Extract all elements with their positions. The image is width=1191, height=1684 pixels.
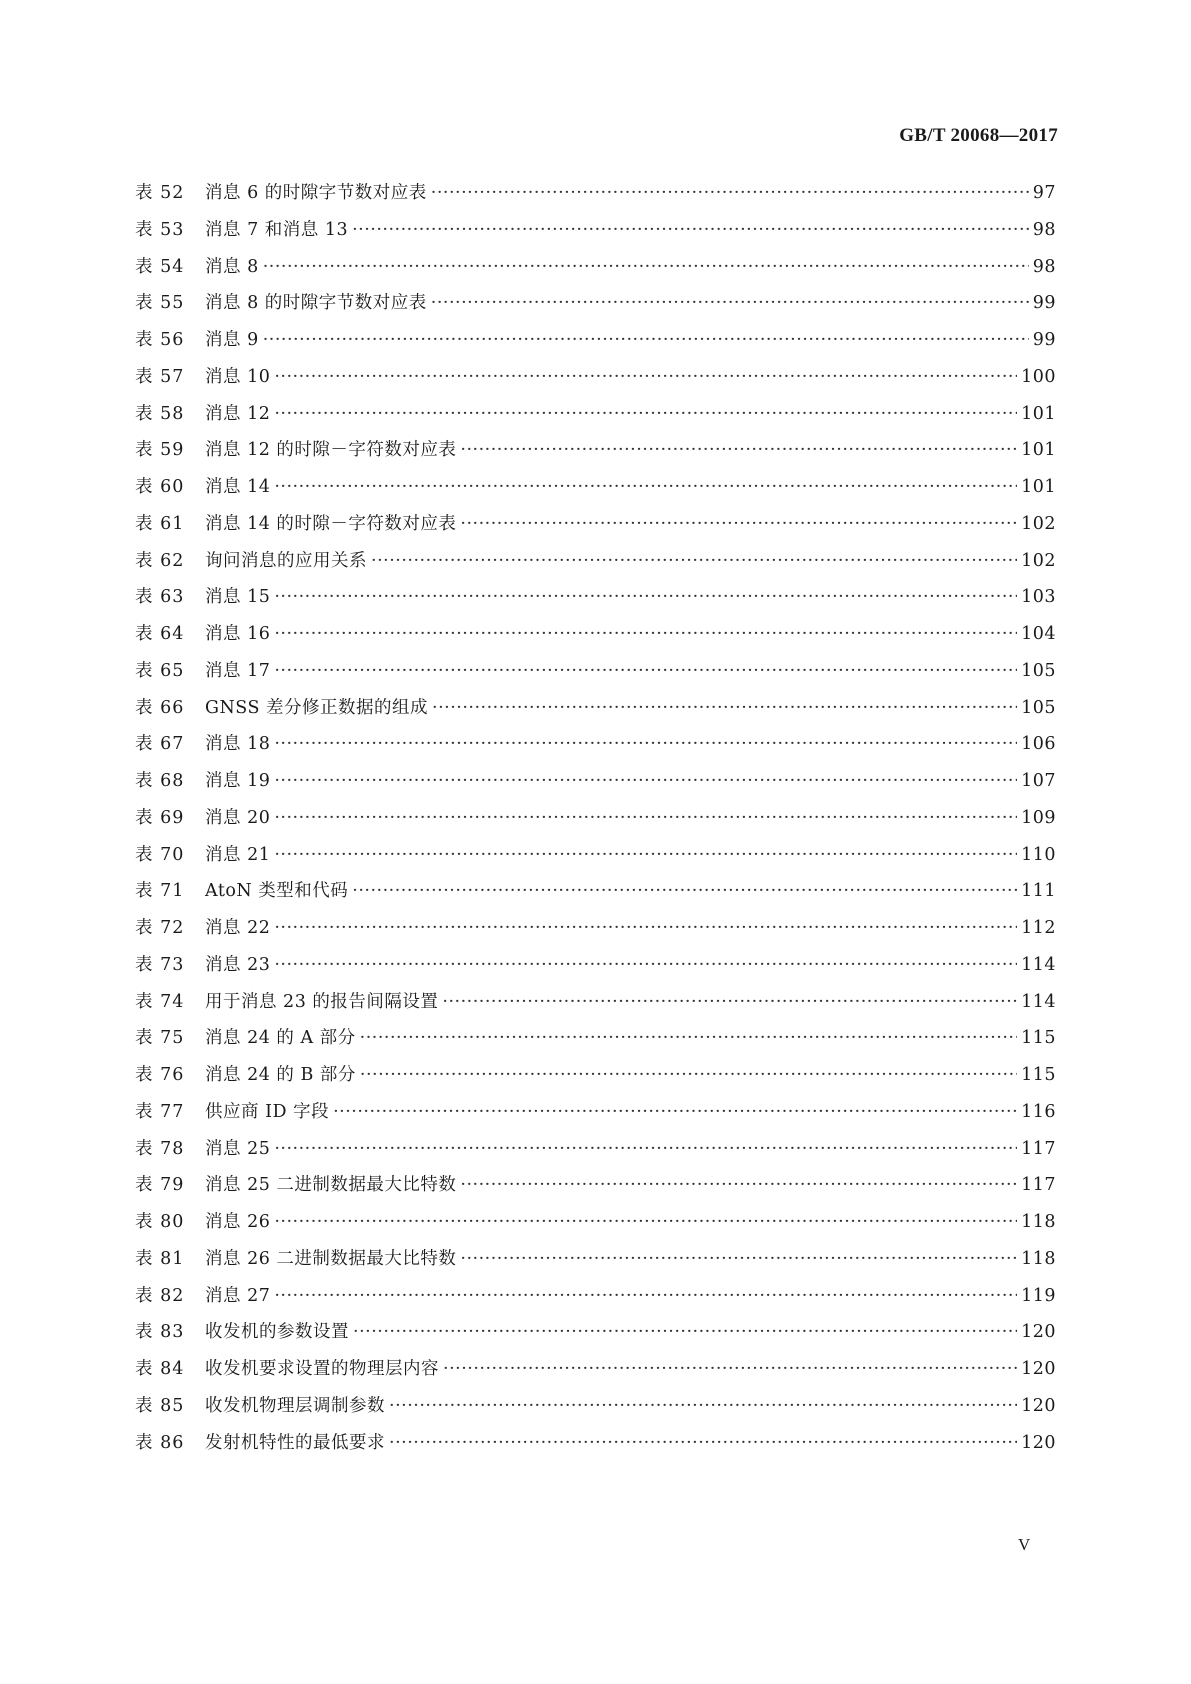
toc-entry-title: 消息 24 的 A 部分 xyxy=(205,1028,356,1049)
toc-entry[interactable] xyxy=(135,690,1056,727)
dot-leader xyxy=(274,359,1017,396)
toc-entry[interactable] xyxy=(135,212,1056,249)
toc-entry-label: 表 59 xyxy=(135,440,185,461)
toc-entry-label: 表 64 xyxy=(135,624,185,644)
dot-leader xyxy=(460,432,1017,469)
dot-leader xyxy=(443,1351,1017,1388)
toc-entry-page: 111 xyxy=(1021,881,1056,902)
toc-entry[interactable] xyxy=(135,506,1056,543)
toc-entry[interactable] xyxy=(135,1020,1056,1057)
toc-entry-title: 消息 22 xyxy=(205,918,271,938)
toc-entry[interactable] xyxy=(135,873,1056,910)
toc-entry-label: 表 63 xyxy=(135,587,185,608)
toc-entry-page: 99 xyxy=(1032,330,1056,350)
toc-entry-label: 表 56 xyxy=(135,330,185,350)
toc-entry-title: 询问消息的应用关系 xyxy=(205,550,367,571)
dot-leader xyxy=(442,984,1017,1021)
dot-leader xyxy=(274,1131,1017,1168)
toc-entry[interactable] xyxy=(135,1131,1056,1168)
toc-entry-title: AtoN 类型和代码 xyxy=(205,881,349,902)
toc-entry-title: 消息 12 的时隙－字符数对应表 xyxy=(205,440,457,461)
toc-entry[interactable] xyxy=(135,175,1056,212)
dot-leader xyxy=(460,1167,1017,1204)
toc-entry-label: 表 78 xyxy=(135,1138,185,1159)
toc-entry-label: 表 53 xyxy=(135,219,185,240)
dot-leader xyxy=(371,543,1017,580)
dot-leader xyxy=(389,1425,1017,1462)
toc-entry-page: 114 xyxy=(1021,954,1056,975)
toc-entry[interactable] xyxy=(135,910,1056,947)
toc-entry[interactable] xyxy=(135,1314,1056,1351)
toc-entry[interactable] xyxy=(135,249,1056,286)
table-of-contents xyxy=(135,175,1056,1461)
toc-entry-title: 消息 19 xyxy=(205,771,271,791)
dot-leader xyxy=(274,396,1017,433)
toc-entry-page: 120 xyxy=(1021,1359,1056,1379)
toc-entry[interactable] xyxy=(135,359,1056,396)
toc-entry-page: 98 xyxy=(1032,256,1056,277)
toc-entry-title: 消息 15 xyxy=(205,587,271,608)
toc-entry[interactable] xyxy=(135,396,1056,433)
toc-entry-label: 表 77 xyxy=(135,1101,185,1122)
toc-entry-label: 表 86 xyxy=(135,1432,185,1453)
toc-entry-page: 101 xyxy=(1021,440,1056,461)
dot-leader xyxy=(274,947,1017,984)
toc-entry-title: 消息 17 xyxy=(205,660,271,681)
dot-leader xyxy=(460,1241,1017,1278)
toc-entry-title: 发射机特性的最低要求 xyxy=(205,1432,385,1453)
toc-entry-title: 消息 21 xyxy=(205,844,271,865)
toc-entry-page: 115 xyxy=(1021,1065,1056,1085)
dot-leader xyxy=(274,726,1017,763)
toc-entry-page: 110 xyxy=(1021,844,1056,865)
toc-entry-label: 表 73 xyxy=(135,954,185,975)
toc-entry-label: 表 54 xyxy=(135,256,185,277)
toc-entry-title: 消息 24 的 B 部分 xyxy=(205,1065,356,1085)
toc-entry-title: 消息 25 xyxy=(205,1138,271,1159)
toc-entry[interactable] xyxy=(135,1167,1056,1204)
page-number: V xyxy=(1018,1535,1031,1554)
toc-entry-page: 106 xyxy=(1021,734,1056,755)
dot-leader xyxy=(432,690,1017,727)
toc-entry-label: 表 71 xyxy=(135,881,185,902)
toc-entry-page: 117 xyxy=(1021,1175,1056,1196)
dot-leader xyxy=(360,1057,1017,1094)
toc-entry-page: 119 xyxy=(1021,1285,1056,1306)
toc-entry-page: 99 xyxy=(1032,293,1056,314)
toc-entry[interactable] xyxy=(135,1094,1056,1131)
dot-leader xyxy=(263,322,1029,359)
dot-leader xyxy=(389,1388,1017,1425)
dot-leader xyxy=(352,212,1029,249)
dot-leader xyxy=(352,873,1017,910)
toc-entry-title: 消息 7 和消息 13 xyxy=(205,219,349,240)
dot-leader xyxy=(274,1204,1017,1241)
toc-entry[interactable] xyxy=(135,726,1056,763)
toc-entry-title: 消息 23 xyxy=(205,954,271,975)
dot-leader xyxy=(274,579,1017,616)
toc-entry[interactable] xyxy=(135,285,1056,322)
toc-entry[interactable] xyxy=(135,469,1056,506)
dot-leader xyxy=(274,800,1017,837)
toc-entry-title: 消息 14 的时隙－字符数对应表 xyxy=(205,513,457,534)
dot-leader xyxy=(431,285,1029,322)
dot-leader xyxy=(360,1020,1017,1057)
toc-entry-label: 表 65 xyxy=(135,660,185,681)
toc-entry-page: 118 xyxy=(1021,1248,1056,1269)
dot-leader xyxy=(274,653,1017,690)
toc-entry-label: 表 69 xyxy=(135,807,185,828)
toc-entry[interactable] xyxy=(135,763,1056,800)
dot-leader xyxy=(274,1278,1017,1315)
dot-leader xyxy=(274,910,1017,947)
toc-entry[interactable] xyxy=(135,947,1056,984)
toc-entry-page: 114 xyxy=(1021,991,1056,1012)
toc-entry-label: 表 61 xyxy=(135,513,185,534)
toc-entry-title: 消息 18 xyxy=(205,734,271,755)
toc-entry[interactable] xyxy=(135,984,1056,1021)
toc-entry-title: 消息 8 xyxy=(205,256,259,277)
toc-entry-label: 表 79 xyxy=(135,1175,185,1196)
toc-entry-label: 表 68 xyxy=(135,771,185,791)
dot-leader xyxy=(274,763,1017,800)
dot-leader xyxy=(460,506,1017,543)
toc-entry[interactable] xyxy=(135,1388,1056,1425)
toc-entry-title: 消息 16 xyxy=(205,624,271,644)
toc-entry-label: 表 82 xyxy=(135,1285,185,1306)
dot-leader xyxy=(274,837,1017,874)
toc-entry-label: 表 62 xyxy=(135,550,185,571)
toc-entry-title: 消息 8 的时隙字节数对应表 xyxy=(205,293,427,314)
toc-entry[interactable] xyxy=(135,432,1056,469)
toc-entry-page: 116 xyxy=(1021,1101,1056,1122)
toc-entry-title: 消息 20 xyxy=(205,807,271,828)
toc-entry-page: 101 xyxy=(1021,477,1056,497)
dot-leader xyxy=(431,175,1029,212)
toc-entry-page: 107 xyxy=(1021,771,1056,791)
toc-entry[interactable] xyxy=(135,616,1056,653)
toc-entry[interactable] xyxy=(135,1057,1056,1094)
toc-entry-label: 表 55 xyxy=(135,293,185,314)
toc-entry-title: 消息 26 二进制数据最大比特数 xyxy=(205,1248,457,1269)
toc-entry-title: 供应商 ID 字段 xyxy=(205,1101,330,1122)
standard-code: GB/T 20068—2017 xyxy=(899,125,1058,146)
toc-entry-page: 112 xyxy=(1021,918,1056,938)
toc-entry[interactable] xyxy=(135,1278,1056,1315)
toc-entry-page: 118 xyxy=(1021,1212,1056,1232)
dot-leader xyxy=(333,1094,1017,1131)
toc-entry-label: 表 66 xyxy=(135,697,185,718)
toc-entry-title: 用于消息 23 的报告间隔设置 xyxy=(205,991,439,1012)
toc-entry-page: 97 xyxy=(1032,183,1056,203)
toc-entry-label: 表 67 xyxy=(135,734,185,755)
toc-entry[interactable] xyxy=(135,1351,1056,1388)
toc-entry[interactable] xyxy=(135,1425,1056,1462)
toc-entry-label: 表 85 xyxy=(135,1395,185,1416)
toc-entry-title: 消息 12 xyxy=(205,403,271,424)
toc-entry-page: 102 xyxy=(1021,513,1056,534)
toc-entry-title: GNSS 差分修正数据的组成 xyxy=(205,697,429,718)
toc-entry-page: 102 xyxy=(1021,550,1056,571)
toc-entry-label: 表 74 xyxy=(135,991,185,1012)
toc-entry-label: 表 81 xyxy=(135,1248,185,1269)
toc-entry-title: 消息 6 的时隙字节数对应表 xyxy=(205,183,427,203)
toc-entry-page: 105 xyxy=(1021,660,1056,681)
toc-entry[interactable] xyxy=(135,322,1056,359)
toc-entry-label: 表 60 xyxy=(135,477,185,497)
toc-entry-page: 104 xyxy=(1021,624,1056,644)
toc-entry-label: 表 76 xyxy=(135,1065,185,1085)
toc-entry-page: 120 xyxy=(1021,1322,1056,1343)
toc-entry[interactable] xyxy=(135,837,1056,874)
toc-entry-title: 收发机要求设置的物理层内容 xyxy=(205,1359,439,1379)
dot-leader xyxy=(274,469,1017,506)
toc-entry-title: 消息 25 二进制数据最大比特数 xyxy=(205,1175,457,1196)
dot-leader xyxy=(274,616,1017,653)
toc-entry-title: 消息 26 xyxy=(205,1212,271,1232)
toc-entry-label: 表 80 xyxy=(135,1212,185,1232)
toc-entry-label: 表 72 xyxy=(135,918,185,938)
toc-entry-label: 表 75 xyxy=(135,1028,185,1049)
dot-leader xyxy=(353,1314,1017,1351)
toc-entry-page: 100 xyxy=(1021,366,1056,387)
toc-entry-page: 98 xyxy=(1032,219,1056,240)
toc-entry[interactable] xyxy=(135,800,1056,837)
dot-leader xyxy=(263,249,1029,286)
toc-entry-page: 105 xyxy=(1021,697,1056,718)
toc-entry-page: 120 xyxy=(1021,1395,1056,1416)
toc-entry-title: 消息 27 xyxy=(205,1285,271,1306)
toc-entry-title: 收发机的参数设置 xyxy=(205,1322,349,1343)
toc-entry-page: 101 xyxy=(1021,403,1056,424)
toc-entry[interactable] xyxy=(135,543,1056,580)
toc-entry[interactable] xyxy=(135,653,1056,690)
toc-entry-label: 表 57 xyxy=(135,366,185,387)
toc-entry-page: 115 xyxy=(1021,1028,1056,1049)
toc-entry-label: 表 52 xyxy=(135,183,185,203)
toc-entry-page: 109 xyxy=(1021,807,1056,828)
toc-entry-page: 120 xyxy=(1021,1432,1056,1453)
toc-entry[interactable] xyxy=(135,579,1056,616)
toc-entry-page: 117 xyxy=(1021,1138,1056,1159)
toc-entry-title: 收发机物理层调制参数 xyxy=(205,1395,385,1416)
toc-entry-label: 表 70 xyxy=(135,844,185,865)
toc-entry-label: 表 84 xyxy=(135,1359,185,1379)
toc-entry-page: 103 xyxy=(1021,587,1056,608)
toc-entry[interactable] xyxy=(135,1204,1056,1241)
toc-entry-title: 消息 10 xyxy=(205,366,271,387)
toc-entry-title: 消息 14 xyxy=(205,477,271,497)
toc-entry-label: 表 58 xyxy=(135,403,185,424)
toc-entry-label: 表 83 xyxy=(135,1322,185,1343)
toc-entry-title: 消息 9 xyxy=(205,330,259,350)
toc-entry[interactable] xyxy=(135,1241,1056,1278)
